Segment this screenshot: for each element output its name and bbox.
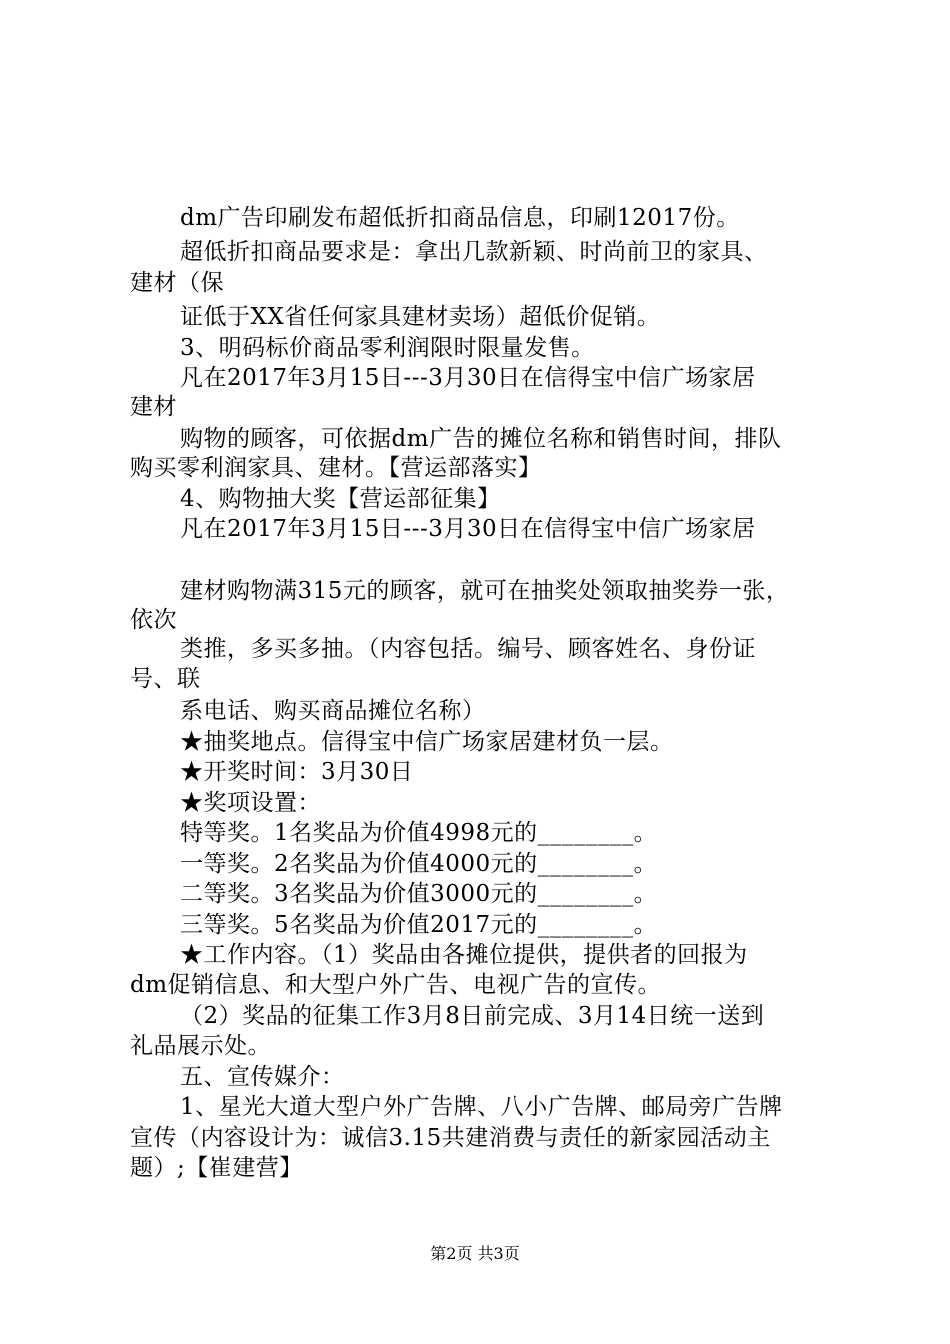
text-line: 4、购物抽大奖【营运部征集】	[180, 486, 501, 512]
text-line: 购物的顾客，可依据dm广告的摊位名称和销售时间，排队	[180, 426, 782, 452]
text-line: ★工作内容。（1）奖品由各摊位提供，提供者的回报为	[180, 942, 748, 968]
text-line: 号、联	[130, 666, 201, 692]
text-line: 礼品展示处。	[130, 1033, 271, 1059]
text-line: ★抽奖地点。信得宝中信广场家居建材负一层。	[180, 729, 674, 755]
text-line: 证低于XX省任何家具建材卖场）超低价促销。	[180, 304, 661, 330]
text-line: 超低折扣商品要求是：拿出几款新颖、时尚前卫的家具、	[180, 239, 768, 265]
page-number-footer: 第2页 共3页	[430, 1244, 520, 1263]
text-line: （2）奖品的征集工作3月8日前完成、3月14日统一送到	[180, 1003, 765, 1029]
text-line: 一等奖。2名奖品为价值4000元的________。	[180, 851, 658, 877]
text-line: 凡在2017年3月15日---3月30日在信得宝中信广场家居	[180, 516, 756, 542]
text-line: 建材（保	[130, 270, 224, 296]
text-line: 二等奖。3名奖品为价值3000元的________。	[180, 881, 658, 907]
text-line: ★奖项设置：	[180, 790, 321, 816]
text-line: dm促销信息、和大型户外广告、电视广告的宣传。	[130, 972, 662, 998]
text-line: 类推，多买多抽。（内容包括。编号、顾客姓名、身份证	[180, 636, 756, 662]
text-line: 1、星光大道大型户外广告牌、八小广告牌、邮局旁广告牌	[180, 1094, 783, 1120]
text-line: 宣传（内容设计为：诚信3.15共建消费与责任的新家园活动主	[130, 1125, 771, 1151]
text-line: 购买零利润家具、建材。【营运部落实】	[130, 455, 542, 481]
text-line: 五、宣传媒介：	[180, 1064, 345, 1090]
text-line: 依次	[130, 607, 177, 633]
text-line: 3、明码标价商品零利润限时限量发售。	[180, 335, 595, 361]
text-line: 三等奖。5名奖品为价值2017元的________。	[180, 912, 658, 938]
text-line: dm广告印刷发布超低折扣商品信息，印刷12017份。	[180, 205, 740, 231]
text-line: 题）;【崔建营】	[130, 1155, 303, 1181]
text-line: ★开奖时间：3月30日	[180, 759, 414, 785]
text-line: 特等奖。1名奖品为价值4998元的________。	[180, 820, 658, 846]
text-line: 建材	[130, 394, 177, 420]
text-line: 系电话、购买商品摊位名称）	[180, 698, 486, 724]
text-line: 凡在2017年3月15日---3月30日在信得宝中信广场家居	[180, 365, 756, 391]
text-line: 建材购物满315元的顾客，就可在抽奖处领取抽奖券一张，	[180, 578, 790, 604]
